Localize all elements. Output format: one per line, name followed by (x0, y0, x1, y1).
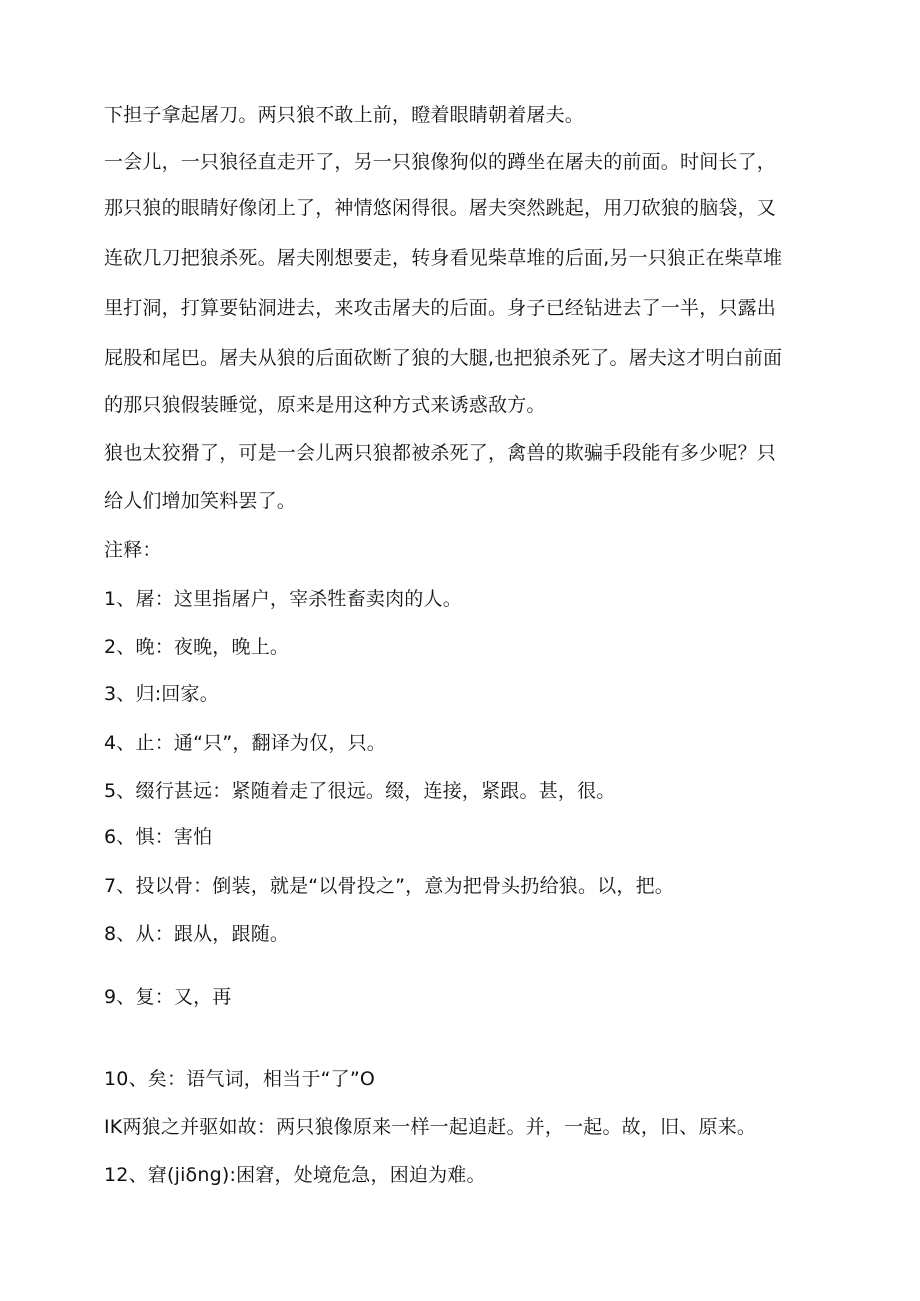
text-line-6: 屁股和尾巴。屠夫从狼的后面砍断了狼的大腿,也把狼杀死了。屠夫这才明白前面 (104, 347, 783, 369)
note-item-8: 8、从：跟从，跟随。 (104, 923, 290, 945)
text-line-4: 连砍几刀把狼杀死。屠夫刚想要走，转身看见柴草堆的后面,另一只狼正在柴草堆 (104, 247, 783, 269)
text-line-7: 的那只狼假装睡觉，原来是用这种方式来诱惑敌方。 (104, 394, 546, 416)
note-item-3: 3、归:回家。 (104, 683, 219, 705)
note-item-4: 4、止：通“只”，翻译为仅，只。 (104, 732, 386, 754)
note-item-9: 9、复：又，再 (104, 986, 232, 1008)
note-item-10: 10、矣：语气词，相当于“了”O (104, 1068, 376, 1090)
note-item-2: 2、晚：夜晚，晚上。 (104, 636, 290, 658)
note-item-11: IK两狼之并驱如故：两只狼像原来一样一起追赶。并，一起。故，旧、原来。 (104, 1116, 757, 1138)
note-item-7: 7、投以骨：倒装，就是“以骨投之”，意为把骨头扔给狼。以，把。 (104, 875, 674, 897)
text-line-2: 一会儿，一只狼径直走开了，另一只狼像狗似的蹲坐在屠夫的前面。时间长了， (104, 151, 777, 173)
text-line-3: 那只狼的眼睛好像闭上了，神情悠闲得很。屠夫突然跳起，用刀砍狼的脑袋，又 (104, 197, 777, 219)
text-line-9: 给人们增加笑料罢了。 (104, 490, 297, 512)
note-item-6: 6、惧：害怕 (104, 826, 213, 848)
notes-heading: 注释： (104, 539, 162, 561)
text-line-1: 下担子拿起屠刀。两只狼不敢上前，瞪着眼睛朝着屠夫。 (104, 104, 585, 126)
note-item-1: 1、屠：这里指屠户，宰杀牲畜卖肉的人。 (104, 588, 462, 610)
note-item-5: 5、缀行甚远：紧随着走了很远。缀，连接，紧跟。甚，很。 (104, 780, 616, 802)
note-item-12: 12、窘(jiδng):困窘，处境危急，困迫为难。 (104, 1164, 486, 1186)
text-line-5: 里打洞，打算要钻洞进去，来攻击屠夫的后面。身子已经钻进去了一半，只露出 (104, 297, 777, 319)
text-line-8: 狼也太狡猾了，可是一会儿两只狼都被杀死了，禽兽的欺骗手段能有多少呢？只 (104, 442, 777, 464)
